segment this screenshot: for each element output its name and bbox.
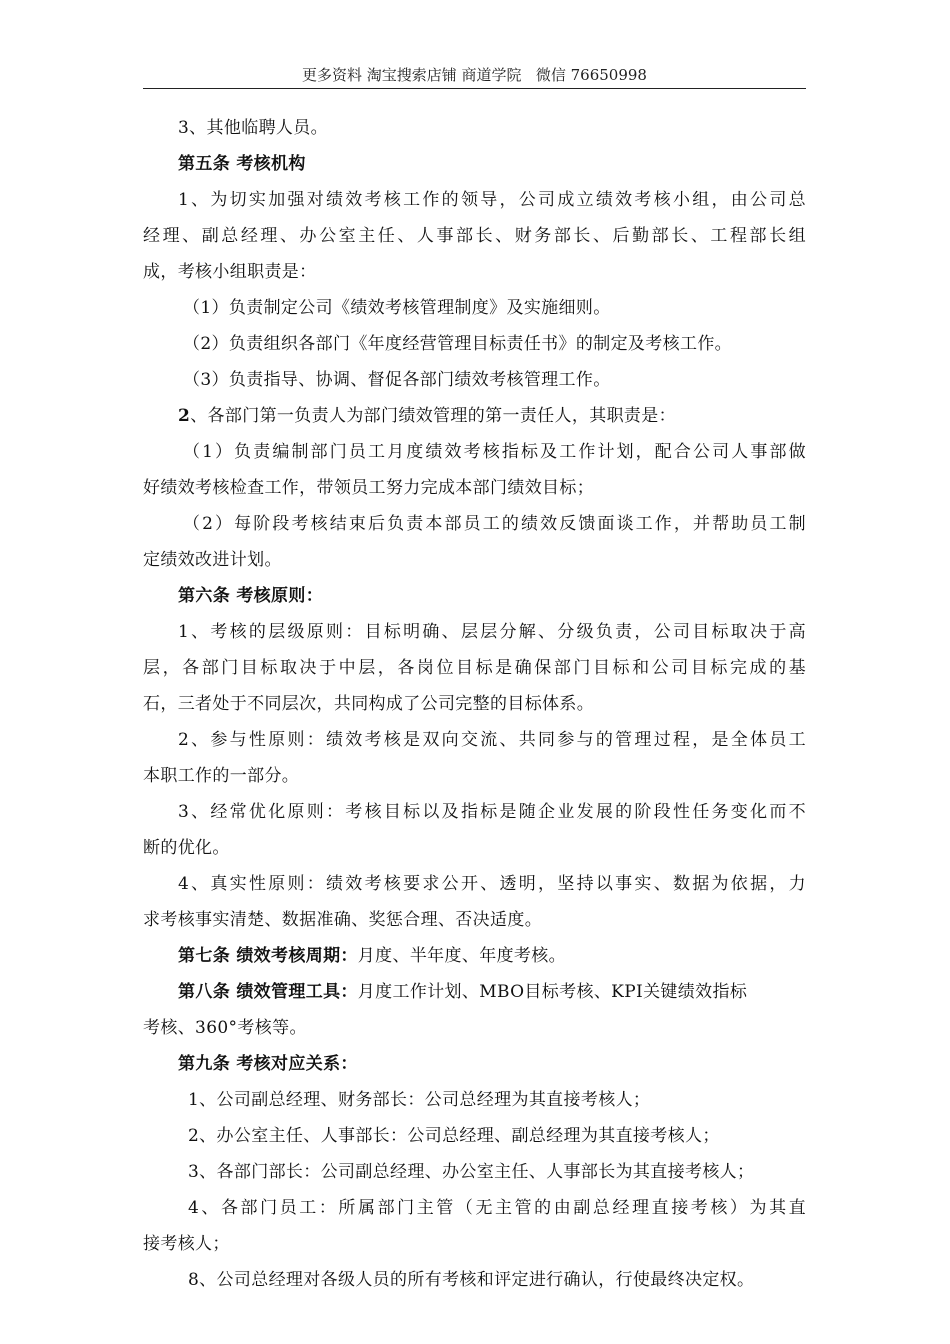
document-body — [143, 110, 806, 1298]
paragraph-line: 1、为切实加强对绩效考核工作的领导，公司成立绩效考核小组，由公司总 — [178, 190, 806, 210]
bold-number: 2 — [178, 406, 191, 426]
list-item-line: 4、各部门员工：所属部门主管（无主管的由副总经理直接考核）为其直 — [188, 1198, 806, 1218]
list-item-line: （2）每阶段考核结束后负责本部员工的绩效反馈面谈工作，并帮助员工制 — [183, 514, 806, 534]
paragraph-line: 1、考核的层级原则：目标明确、层层分解、分级负责，公司目标取决于高 — [178, 622, 806, 642]
paragraph-line: 经理、副总经理、办公室主任、人事部长、财务部长、后勤部长、工程部长组 — [143, 226, 806, 246]
list-item-line: 2、办公室主任、人事部长：公司总经理、副总经理为其直接考核人； — [188, 1126, 720, 1146]
paragraph-text: 、各部门第一负责人为部门绩效管理的第一责任人，其职责是： — [190, 406, 676, 426]
heading-text: 第六条 考核原则： — [178, 586, 324, 606]
heading-text: 第七条 绩效考核周期： — [178, 946, 358, 966]
heading-text: 第五条 考核机构 — [178, 154, 306, 174]
section-heading-9 — [143, 1046, 806, 1082]
paragraph-line: 接考核人； — [143, 1234, 230, 1254]
section-heading-7 — [143, 938, 806, 974]
heading-text: 第九条 考核对应关系： — [178, 1054, 358, 1074]
paragraph-line: 定绩效改进计划。 — [143, 550, 282, 570]
paragraph-line: 好绩效考核检查工作，带领员工努力完成本部门绩效目标； — [143, 478, 595, 498]
section-heading-6 — [143, 578, 806, 614]
list-item-line: 3、各部门部长：公司副总经理、办公室主任、人事部长为其直接考核人； — [188, 1162, 755, 1182]
page-header: 更多资料 淘宝搜索店铺 商道学院 微信 76650998 — [143, 62, 806, 89]
list-item-line: （3）负责指导、协调、督促各部门绩效考核管理工作。 — [183, 370, 611, 390]
section-heading-8 — [143, 974, 806, 1010]
list-item-line: （1）负责编制部门员工月度绩效考核指标及工作计划，配合公司人事部做 — [183, 442, 806, 462]
list-item-line: （1）负责制定公司《绩效考核管理制度》及实施细则。 — [183, 298, 611, 318]
paragraph-line: 层，各部门目标取决于中层，各岗位目标是确保部门目标和公司目标完成的基 — [143, 658, 806, 678]
paragraph-line: 4、真实性原则：绩效考核要求公开、透明，坚持以事实、数据为依据，力 — [178, 874, 806, 894]
paragraph-line: 3、其他临聘人员。 — [178, 118, 328, 138]
section-heading-5 — [143, 146, 806, 182]
list-item-line: 8、公司总经理对各级人员的所有考核和评定进行确认，行使最终决定权。 — [188, 1270, 755, 1290]
paragraph-line: 成，考核小组职责是： — [143, 262, 317, 282]
paragraph-line: 2、参与性原则：绩效考核是双向交流、共同参与的管理过程，是全体员工 — [178, 730, 806, 750]
paragraph-line: 求考核事实清楚、数据准确、奖惩合理、否决适度。 — [143, 910, 543, 930]
paragraph-text: 月度、半年度、年度考核。 — [357, 946, 566, 966]
paragraph-line — [143, 398, 806, 434]
list-item-line: （2）负责组织各部门《年度经营管理目标责任书》的制定及考核工作。 — [183, 334, 733, 354]
paragraph-text: 月度工作计划、MBO目标考核、KPI关键绩效指标 — [357, 982, 748, 1002]
paragraph-line: 3、经常优化原则：考核目标以及指标是随企业发展的阶段性任务变化而不 — [178, 802, 806, 822]
paragraph-line: 考核、360°考核等。 — [143, 1018, 307, 1038]
paragraph-line: 石，三者处于不同层次，共同构成了公司完整的目标体系。 — [143, 694, 595, 714]
list-item-line: 1、公司副总经理、财务部长：公司总经理为其直接考核人； — [188, 1090, 651, 1110]
heading-text: 第八条 绩效管理工具： — [178, 982, 358, 1002]
paragraph-line: 断的优化。 — [143, 838, 230, 858]
paragraph-line: 本职工作的一部分。 — [143, 766, 300, 786]
